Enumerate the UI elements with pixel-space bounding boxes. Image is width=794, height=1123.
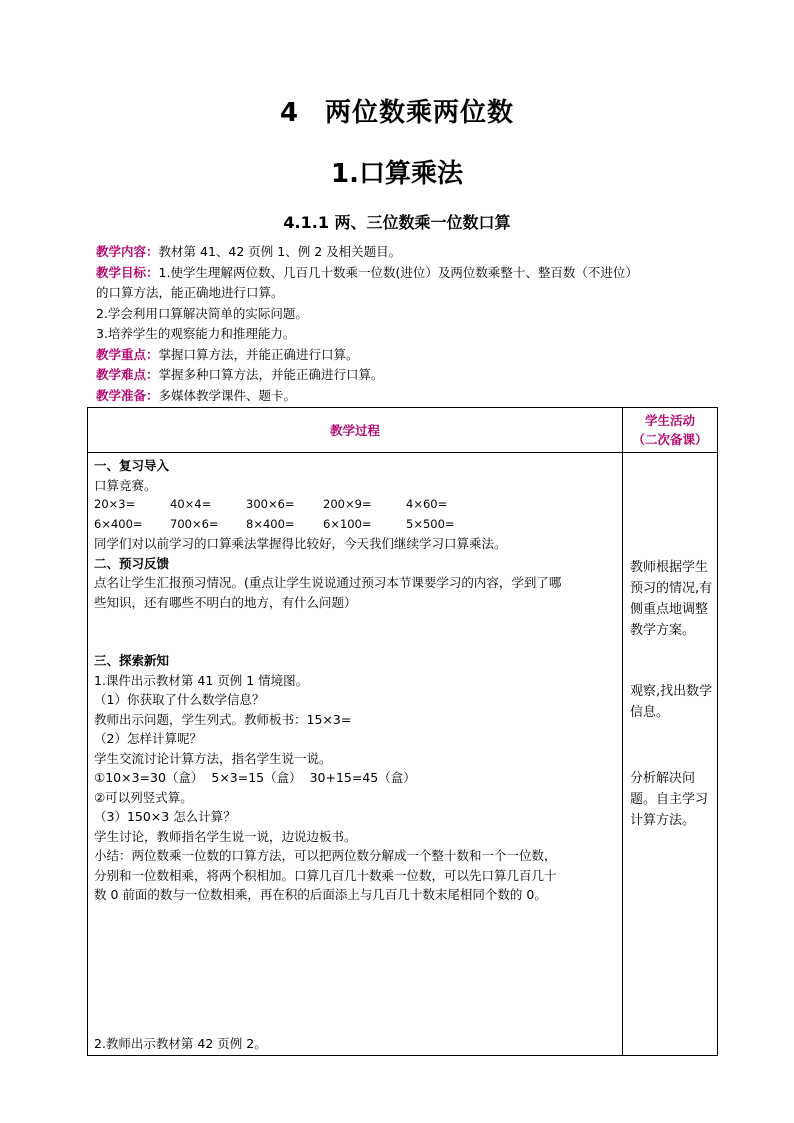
meta-label: 教学准备	[96, 387, 147, 403]
header-student-activity	[623, 408, 718, 453]
process-content	[94, 456, 618, 905]
table-body-row	[88, 453, 718, 1056]
header-teaching-process: 教学过程	[88, 408, 623, 453]
text-line-example2: 2.教师出示教材第 42 页例 2。	[94, 1035, 267, 1051]
side-note: 观察,找出数学信息。	[630, 684, 713, 720]
calc-item: 300×6=	[246, 497, 295, 511]
text-line: 学生讨论，教师指名学生说一说，边说边板书。	[94, 828, 357, 844]
meta-colon: ：	[146, 387, 159, 403]
calc-row	[94, 515, 618, 535]
meta-label: 教学内容	[96, 244, 147, 259]
student-activity-cell	[623, 453, 718, 1056]
meta-colon: ：	[146, 346, 159, 362]
text-line: （1）你获取了什么数学信息？	[94, 692, 265, 707]
meta-colon: ：	[146, 367, 159, 382]
text-line: 口算竞赛。	[94, 477, 157, 493]
calc-item: 6×400=	[94, 516, 143, 531]
text-line: 分别和一位数相乘，将两个积相加。口算几百几十数乘一位数，可以先口算几百几十	[94, 867, 557, 883]
table-header-row	[88, 408, 718, 453]
lesson-title: 4.1.1 两、三位数乘一位数口算	[283, 213, 511, 232]
calc-item: 4×60=	[406, 497, 448, 511]
meta-label: 教学难点	[96, 367, 147, 382]
chapter-title	[0, 92, 794, 129]
text-line: 1.课件出示教材第 41 页例 1 情境图。	[94, 672, 309, 688]
text-line: ②可以列竖式算。	[94, 789, 193, 805]
meta-colon: ：	[146, 244, 159, 259]
section-explore: 三、探索新知	[94, 653, 170, 668]
meta-text: 2.学会利用口算解决简单的实际问题。	[96, 305, 308, 321]
spacer	[94, 612, 618, 651]
text-line: 些知识，还有哪些不明白的地方，有什么问题）	[94, 594, 357, 610]
text-line: 学生交流讨论计算方法，指名学生说一说。	[94, 750, 332, 766]
meta-label: 教学重点	[96, 346, 147, 362]
meta-text: 1.使学生理解两位数、几百几十数乘一位数(进位）及两位数乘整十、整百数（不进位）	[158, 264, 638, 280]
calc-item: 8×400=	[246, 516, 295, 531]
meta-row	[96, 345, 716, 366]
header-student-line2: （二次备课）	[632, 432, 708, 447]
meta-text: 掌握口算方法，并能正确进行口算。	[158, 346, 359, 362]
calc-row	[94, 495, 618, 515]
meta-row	[96, 365, 716, 386]
lesson-plan-table	[87, 407, 718, 1056]
section-title: 1.口算乘法	[331, 159, 463, 189]
text-line: 同学们对以前学习的口算乘法掌握得比较好，今天我们继续学习口算乘法。	[94, 536, 507, 551]
meta-row	[96, 324, 716, 345]
text-line: 点名让学生汇报预习情况。(重点让学生说说通过预习本节课要学习的内容，学到了哪	[94, 575, 562, 590]
text-line: （2）怎样计算呢？	[94, 731, 202, 746]
calc-item: 700×6=	[170, 516, 219, 531]
meta-text: 掌握多种口算方法，并能正确进行口算。	[158, 367, 384, 382]
meta-row	[96, 386, 716, 407]
text-line: ①10×3=30（盒） 5×3=15（盒） 30+15=45（盒）	[94, 770, 416, 785]
meta-row	[96, 263, 716, 284]
meta-text: 的口算方法，能正确地进行口算。	[96, 285, 284, 300]
meta-row	[96, 283, 716, 304]
meta-colon: ：	[146, 264, 159, 280]
chapter-name: 两位数乘两位数	[325, 98, 515, 128]
meta-text: 教材第 41、42 页例 1、例 2 及相关题目。	[158, 244, 402, 259]
meta-label: 教学目标	[96, 264, 147, 280]
calc-item: 20×3=	[94, 497, 136, 511]
side-note: 分析解决问题。自主学习计算方法。	[630, 771, 709, 828]
meta-row	[96, 304, 716, 325]
calc-item: 40×4=	[170, 497, 212, 511]
process-cell	[88, 453, 623, 1056]
meta-text: 3.培养学生的观察能力和推理能力。	[96, 326, 296, 341]
text-line: 教师出示问题，学生列式。教师板书：15×3=	[94, 711, 352, 727]
lesson-meta	[96, 242, 716, 406]
section-preview-feedback: 二、预习反馈	[94, 555, 170, 571]
meta-text: 多媒体教学课件、题卡。	[158, 387, 297, 403]
chapter-number: 4	[279, 98, 300, 128]
calc-item: 200×9=	[323, 497, 372, 511]
calc-item: 5×500=	[406, 516, 455, 531]
header-student-line1: 学生活动	[644, 413, 695, 428]
text-line: 数 0 前面的数与一位数相乘，再在积的后面添上与几百几十数末尾相同个数的 0。	[94, 887, 547, 902]
meta-row	[96, 242, 716, 263]
side-note: 教师根据学生预习的情况,有侧重点地调整教学方案。	[630, 560, 713, 638]
section-review: 一、复习导入	[94, 458, 170, 473]
calc-item: 6×100=	[323, 516, 372, 531]
text-line: 小结：两位数乘一位数的口算方法，可以把两位数分解成一个整十数和一个一位数，	[94, 848, 557, 863]
text-line: （3）150×3 怎么计算？	[94, 809, 236, 824]
